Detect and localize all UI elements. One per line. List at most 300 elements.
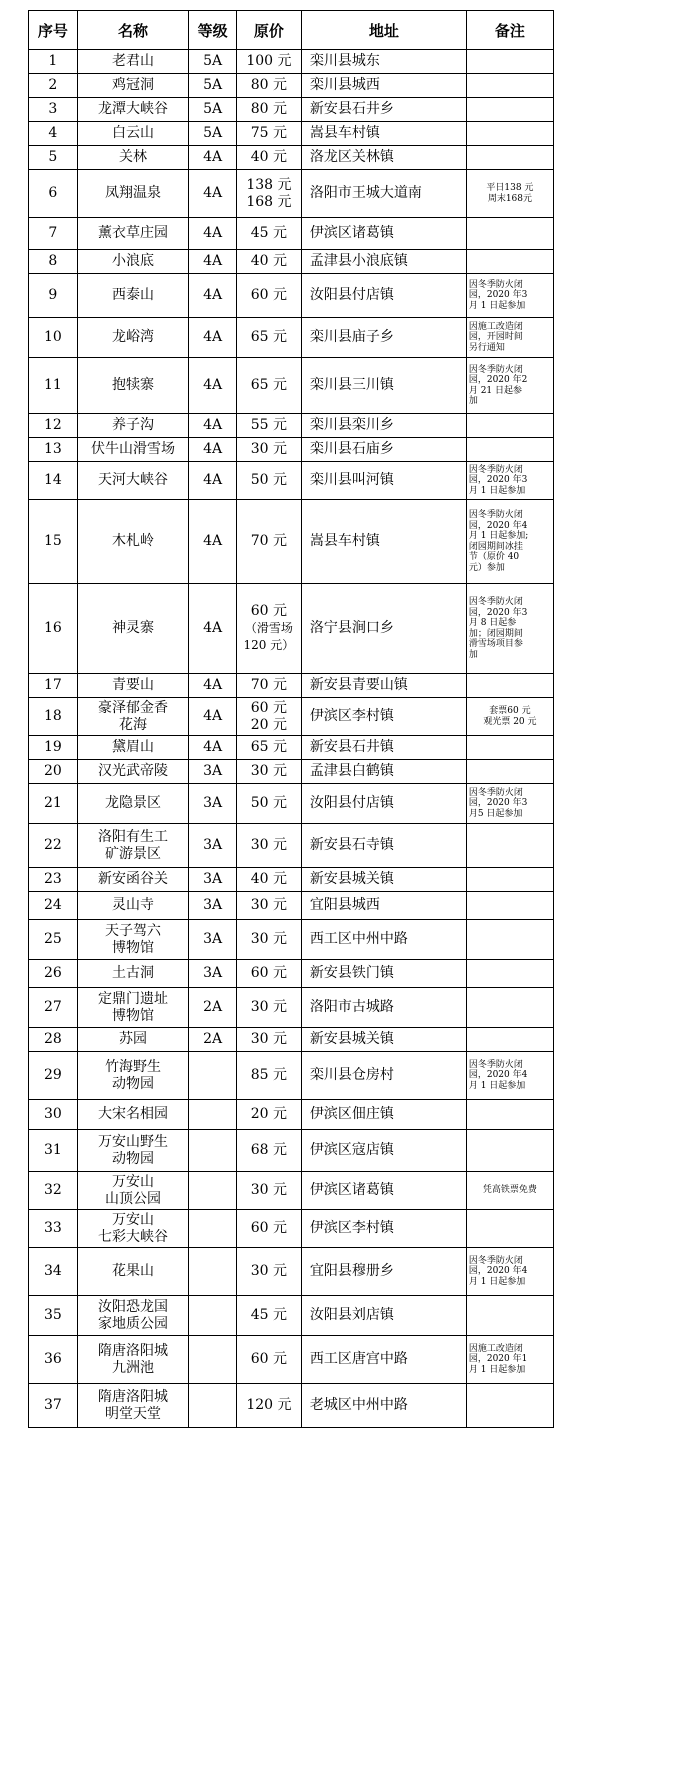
spot-note-cell [466, 1028, 553, 1052]
spot-price-line: 40 元 [250, 871, 288, 887]
row-number-cell: 16 [29, 584, 78, 674]
spot-name-line: 博物馆 [112, 939, 155, 956]
spot-name-line: 花海 [119, 716, 148, 733]
table-row [29, 414, 554, 438]
spot-name-line: 万安山 [112, 1173, 155, 1190]
spot-note-cell [466, 760, 553, 784]
spot-price-cell [236, 1100, 301, 1130]
row-number-cell: 28 [29, 1028, 78, 1052]
spot-name-line: 定鼎门遗址 [98, 990, 169, 1007]
spot-price-cell [236, 1336, 301, 1384]
spot-price-line: 85 元 [250, 1067, 288, 1083]
table-row [29, 250, 554, 274]
spot-name-cell [77, 920, 189, 960]
spot-name-line: 苏园 [119, 1031, 148, 1047]
spot-price-line: 65 元 [250, 329, 288, 345]
table-row [29, 318, 554, 358]
spot-note-cell [466, 1210, 553, 1248]
spot-note-cell: 因施工改造闭 园，2020 年1 月 1 日起参加 [466, 1336, 553, 1384]
spot-price-line: 55 元 [250, 417, 288, 433]
spot-price-line: （滑雪场 [244, 621, 293, 635]
spot-name-cell [77, 988, 189, 1028]
spot-address-cell: 洛宁县涧口乡 [301, 584, 466, 674]
spot-address-cell: 伊滨区诸葛镇 [301, 218, 466, 250]
spot-name-cell [77, 824, 189, 868]
table-row [29, 868, 554, 892]
spot-level-cell [189, 1384, 237, 1428]
spot-price-cell [236, 50, 301, 74]
spot-level-cell: 3A [189, 824, 237, 868]
spot-price-line: 30 元 [250, 1182, 288, 1198]
spot-note-cell: 因冬季防火闭 园，2020 年3 月5 日起参加 [466, 784, 553, 824]
spot-level-cell: 4A [189, 414, 237, 438]
spot-price-cell [236, 674, 301, 698]
spot-price-line: 45 元 [250, 225, 288, 241]
spot-price-cell [236, 1130, 301, 1172]
spot-note-cell [466, 960, 553, 988]
spot-name-line: 灵山寺 [112, 897, 155, 913]
table-row [29, 1210, 554, 1248]
table-row [29, 1052, 554, 1100]
spot-price-line: 50 元 [250, 472, 288, 488]
row-number-cell: 22 [29, 824, 78, 868]
spot-name-cell [77, 146, 189, 170]
spot-address-cell: 嵩县车村镇 [301, 500, 466, 584]
spot-price-cell [236, 988, 301, 1028]
row-number-cell: 18 [29, 698, 78, 736]
spot-name-cell [77, 500, 189, 584]
table-row [29, 824, 554, 868]
spot-address-cell: 栾川县叫河镇 [301, 462, 466, 500]
spot-price-cell [236, 1384, 301, 1428]
spot-price-line: 75 元 [250, 125, 288, 141]
spot-note-cell: 因冬季防火闭 园，2020 年4 月 1 日起参加 [466, 1248, 553, 1296]
header-price: 原价 [236, 11, 301, 50]
table-row [29, 736, 554, 760]
table-row [29, 1100, 554, 1130]
header-note: 备注 [466, 11, 553, 50]
table-row [29, 698, 554, 736]
spot-name-line: 万安山 [112, 1211, 155, 1228]
spot-price-line: 30 元 [250, 931, 288, 947]
spot-address-cell: 新安县青要山镇 [301, 674, 466, 698]
spot-price-cell [236, 868, 301, 892]
spot-note-cell: 套票60 元 观光票 20 元 [466, 698, 553, 736]
spot-level-cell: 5A [189, 98, 237, 122]
spot-name-line: 天子驾六 [105, 922, 162, 939]
spot-price-cell [236, 892, 301, 920]
spot-name-cell [77, 122, 189, 146]
spot-price-line: 60 元 [250, 699, 288, 716]
spot-note-cell [466, 250, 553, 274]
row-number-cell: 31 [29, 1130, 78, 1172]
spot-note-cell: 因施工改造闭 园，开园时间 另行通知 [466, 318, 553, 358]
row-number-cell: 34 [29, 1248, 78, 1296]
spot-address-cell: 伊滨区寇店镇 [301, 1130, 466, 1172]
spot-level-cell: 4A [189, 438, 237, 462]
row-number-cell: 23 [29, 868, 78, 892]
spot-level-cell: 4A [189, 146, 237, 170]
spot-price-cell [236, 170, 301, 218]
spot-level-cell: 4A [189, 674, 237, 698]
spot-level-cell: 4A [189, 274, 237, 318]
table-row [29, 98, 554, 122]
row-number-cell: 5 [29, 146, 78, 170]
spot-level-cell [189, 1336, 237, 1384]
table-row [29, 1336, 554, 1384]
spot-address-cell: 新安县城关镇 [301, 868, 466, 892]
spot-note-cell [466, 98, 553, 122]
spot-price-cell [236, 274, 301, 318]
spot-name-line: 龙潭大峡谷 [98, 101, 169, 117]
table-row [29, 74, 554, 98]
spot-level-cell: 5A [189, 74, 237, 98]
spot-address-cell: 新安县石井镇 [301, 736, 466, 760]
spot-address-cell: 汝阳县刘店镇 [301, 1296, 466, 1336]
spot-price-cell [236, 824, 301, 868]
spot-price-cell [236, 1210, 301, 1248]
spot-level-cell: 3A [189, 920, 237, 960]
spot-name-cell [77, 318, 189, 358]
spot-price-line: 80 元 [250, 101, 288, 117]
spot-level-cell: 4A [189, 698, 237, 736]
table-row [29, 500, 554, 584]
spot-address-cell: 汝阳县付店镇 [301, 784, 466, 824]
spot-price-cell [236, 584, 301, 674]
spot-address-cell: 洛阳市古城路 [301, 988, 466, 1028]
spot-price-cell [236, 920, 301, 960]
spot-price-cell [236, 1052, 301, 1100]
spot-address-cell: 洛龙区关林镇 [301, 146, 466, 170]
table-row [29, 438, 554, 462]
table-body [29, 50, 554, 1428]
spot-note-cell [466, 1384, 553, 1428]
spot-name-cell [77, 1248, 189, 1296]
spot-address-cell: 宜阳县城西 [301, 892, 466, 920]
spot-address-cell: 栾川县仓房村 [301, 1052, 466, 1100]
table-row [29, 674, 554, 698]
spot-name-cell [77, 868, 189, 892]
spot-price-cell [236, 960, 301, 988]
spot-address-cell: 西工区中州中路 [301, 920, 466, 960]
spot-price-cell [236, 438, 301, 462]
spot-note-cell [466, 122, 553, 146]
spot-level-cell: 4A [189, 318, 237, 358]
spot-level-cell: 4A [189, 500, 237, 584]
spot-name-cell [77, 98, 189, 122]
table-row [29, 784, 554, 824]
row-number-cell: 24 [29, 892, 78, 920]
spot-name-cell [77, 1100, 189, 1130]
row-number-cell: 6 [29, 170, 78, 218]
spot-price-cell [236, 218, 301, 250]
spot-name-cell [77, 414, 189, 438]
spot-price-line: 120 元 [246, 1397, 292, 1413]
spot-price-cell [236, 358, 301, 414]
spot-price-line: 80 元 [250, 77, 288, 93]
spot-name-line: 洛阳有生工 [98, 828, 169, 845]
spot-address-cell: 孟津县小浪底镇 [301, 250, 466, 274]
spot-price-line: 50 元 [250, 795, 288, 811]
table-row [29, 1296, 554, 1336]
spot-name-cell [77, 698, 189, 736]
spot-price-line: 40 元 [250, 253, 288, 269]
spot-level-cell [189, 1296, 237, 1336]
spot-price-line: 70 元 [250, 677, 288, 693]
spot-note-cell: 因冬季防火闭 园，2020 年3 月 8 日起参 加；闭园期间 滑雪场项目参 加 [466, 584, 553, 674]
spot-name-line: 小浪底 [112, 253, 155, 269]
spot-name-cell [77, 1210, 189, 1248]
spot-note-cell [466, 824, 553, 868]
spot-price-line: 30 元 [250, 763, 288, 779]
spot-level-cell [189, 1100, 237, 1130]
spot-level-cell: 4A [189, 250, 237, 274]
spot-note-cell [466, 218, 553, 250]
spot-address-cell: 栾川县三川镇 [301, 358, 466, 414]
spot-name-line: 家地质公园 [98, 1315, 169, 1332]
table-row [29, 988, 554, 1028]
spot-price-line: 20 元 [250, 1106, 288, 1122]
spot-price-line: 100 元 [246, 53, 292, 69]
spot-note-cell [466, 736, 553, 760]
spot-price-line: 45 元 [250, 1307, 288, 1323]
spot-name-cell [77, 1028, 189, 1052]
spot-level-cell: 2A [189, 988, 237, 1028]
spot-level-cell: 4A [189, 462, 237, 500]
row-number-cell: 21 [29, 784, 78, 824]
table-row [29, 920, 554, 960]
spot-price-line: 65 元 [250, 739, 288, 755]
spot-name-line: 九洲池 [112, 1359, 155, 1376]
spot-name-line: 伏牛山滑雪场 [91, 441, 176, 457]
spot-price-cell [236, 146, 301, 170]
spot-note-cell [466, 146, 553, 170]
spot-price-cell [236, 122, 301, 146]
spot-price-line: 60 元 [250, 287, 288, 303]
spot-name-line: 养子沟 [112, 417, 155, 433]
spot-address-cell: 宜阳县穆册乡 [301, 1248, 466, 1296]
spot-level-cell: 2A [189, 1028, 237, 1052]
spot-name-cell [77, 1296, 189, 1336]
spot-name-cell [77, 218, 189, 250]
spot-note-cell [466, 50, 553, 74]
spot-note-cell [466, 892, 553, 920]
spot-note-cell [466, 1100, 553, 1130]
table-header-row [29, 11, 554, 50]
spot-price-line: 30 元 [250, 441, 288, 457]
scenic-spot-table-sheet [28, 10, 554, 1428]
spot-note-cell [466, 1130, 553, 1172]
header-name: 名称 [77, 11, 189, 50]
table-row [29, 358, 554, 414]
spot-name-line: 黛眉山 [112, 739, 155, 755]
spot-price-cell [236, 250, 301, 274]
spot-price-cell [236, 698, 301, 736]
spot-level-cell [189, 1248, 237, 1296]
spot-name-line: 关林 [119, 149, 148, 165]
table-row [29, 122, 554, 146]
spot-level-cell: 3A [189, 760, 237, 784]
spot-note-cell [466, 920, 553, 960]
row-number-cell: 15 [29, 500, 78, 584]
spot-name-line: 豪泽郁金香 [98, 699, 169, 716]
spot-name-line: 老君山 [112, 53, 155, 69]
spot-name-cell [77, 462, 189, 500]
table-row [29, 760, 554, 784]
spot-name-cell [77, 74, 189, 98]
spot-price-line: 20 元 [250, 716, 288, 733]
row-number-cell: 1 [29, 50, 78, 74]
spot-level-cell [189, 1172, 237, 1210]
spot-name-line: 鸡冠洞 [112, 77, 155, 93]
spot-price-cell [236, 1028, 301, 1052]
table-row [29, 1130, 554, 1172]
spot-price-cell [236, 1248, 301, 1296]
spot-level-cell: 4A [189, 218, 237, 250]
spot-name-line: 新安函谷关 [98, 871, 169, 887]
spot-price-cell [236, 74, 301, 98]
row-number-cell: 7 [29, 218, 78, 250]
row-number-cell: 30 [29, 1100, 78, 1130]
spot-name-line: 隋唐洛阳城 [98, 1388, 169, 1405]
spot-address-cell: 老城区中州中路 [301, 1384, 466, 1428]
spot-address-cell: 新安县铁门镇 [301, 960, 466, 988]
spot-name-line: 白云山 [112, 125, 155, 141]
spot-price-line: 168 元 [246, 193, 292, 210]
spot-price-line: 60 元 [250, 1351, 288, 1367]
spot-name-line: 天河大峡谷 [98, 472, 169, 488]
spot-price-cell [236, 784, 301, 824]
row-number-cell: 25 [29, 920, 78, 960]
spot-address-cell: 新安县石寺镇 [301, 824, 466, 868]
spot-note-cell [466, 868, 553, 892]
spot-level-cell: 4A [189, 736, 237, 760]
spot-name-line: 汝阳恐龙国 [98, 1298, 169, 1315]
row-number-cell: 20 [29, 760, 78, 784]
spot-price-cell [236, 318, 301, 358]
spot-price-cell [236, 1172, 301, 1210]
spot-name-line: 七彩大峡谷 [98, 1228, 169, 1245]
spot-note-cell [466, 438, 553, 462]
row-number-cell: 3 [29, 98, 78, 122]
spot-name-line: 万安山野生 [98, 1133, 169, 1150]
spot-address-cell: 汝阳县付店镇 [301, 274, 466, 318]
row-number-cell: 36 [29, 1336, 78, 1384]
spot-name-cell [77, 50, 189, 74]
spot-address-cell: 伊滨区李村镇 [301, 1210, 466, 1248]
spot-price-line: 120 元） [243, 638, 295, 652]
row-number-cell: 10 [29, 318, 78, 358]
spot-note-cell: 因冬季防火闭 园，2020 年3 月 1 日起参加 [466, 274, 553, 318]
spot-name-line: 土古洞 [112, 965, 155, 981]
spot-address-cell: 洛阳市王城大道南 [301, 170, 466, 218]
spot-name-line: 薰衣草庄园 [98, 225, 169, 241]
spot-price-line: 138 元 [246, 176, 292, 193]
spot-address-cell: 新安县石井乡 [301, 98, 466, 122]
spot-name-line: 龙隐景区 [105, 795, 162, 811]
table-row [29, 584, 554, 674]
spot-price-line: 70 元 [250, 533, 288, 549]
spot-name-line: 汉光武帝陵 [98, 763, 169, 779]
spot-price-line: 30 元 [250, 1031, 288, 1047]
spot-level-cell: 3A [189, 868, 237, 892]
spot-address-cell: 栾川县石庙乡 [301, 438, 466, 462]
spot-level-cell: 5A [189, 50, 237, 74]
table-row [29, 960, 554, 988]
spot-name-line: 花果山 [112, 1263, 155, 1279]
row-number-cell: 37 [29, 1384, 78, 1428]
spot-level-cell: 3A [189, 960, 237, 988]
spot-level-cell: 4A [189, 170, 237, 218]
spot-note-cell: 因冬季防火闭 园，2020 年4 月 1 日起参加; 闭园期间冰挂 节（原价 40 元）参加 [466, 500, 553, 584]
spot-price-cell [236, 414, 301, 438]
row-number-cell: 33 [29, 1210, 78, 1248]
spot-name-line: 隋唐洛阳城 [98, 1342, 169, 1359]
spot-note-cell [466, 988, 553, 1028]
spot-name-cell [77, 736, 189, 760]
row-number-cell: 12 [29, 414, 78, 438]
spot-address-cell: 嵩县车村镇 [301, 122, 466, 146]
table-row [29, 1172, 554, 1210]
table-row [29, 892, 554, 920]
spot-price-line: 60 元 [250, 1220, 288, 1236]
spot-address-cell: 伊滨区李村镇 [301, 698, 466, 736]
spot-level-cell [189, 1052, 237, 1100]
spot-name-line: 博物馆 [112, 1007, 155, 1024]
spot-price-line: 30 元 [250, 897, 288, 913]
spot-name-line: 山顶公园 [105, 1190, 162, 1207]
spot-price-line: 30 元 [250, 837, 288, 853]
spot-name-line: 动物园 [112, 1075, 155, 1092]
table-row [29, 462, 554, 500]
spot-address-cell: 孟津县白鹤镇 [301, 760, 466, 784]
spot-name-cell [77, 438, 189, 462]
spot-price-cell [236, 98, 301, 122]
table-row [29, 1384, 554, 1428]
spot-level-cell: 4A [189, 584, 237, 674]
spot-level-cell [189, 1130, 237, 1172]
spot-level-cell [189, 1210, 237, 1248]
spot-level-cell: 5A [189, 122, 237, 146]
spot-price-line: 68 元 [250, 1142, 288, 1158]
spot-name-cell [77, 760, 189, 784]
spot-name-cell [77, 170, 189, 218]
spot-note-cell [466, 674, 553, 698]
spot-price-line: 60 元 [250, 965, 288, 981]
table-row [29, 1028, 554, 1052]
row-number-cell: 29 [29, 1052, 78, 1100]
spot-address-cell: 栾川县庙子乡 [301, 318, 466, 358]
spot-address-cell: 新安县城关镇 [301, 1028, 466, 1052]
header-level: 等级 [189, 11, 237, 50]
row-number-cell: 19 [29, 736, 78, 760]
row-number-cell: 9 [29, 274, 78, 318]
spot-name-cell [77, 250, 189, 274]
spot-price-cell [236, 1296, 301, 1336]
spot-level-cell: 4A [189, 358, 237, 414]
spot-name-line: 西泰山 [112, 287, 155, 303]
spot-name-line: 木札岭 [112, 533, 155, 549]
spot-price-line: 40 元 [250, 149, 288, 165]
row-number-cell: 26 [29, 960, 78, 988]
row-number-cell: 2 [29, 74, 78, 98]
spot-address-cell: 伊滨区佃庄镇 [301, 1100, 466, 1130]
header-address: 地址 [301, 11, 466, 50]
spot-name-cell [77, 674, 189, 698]
spot-name-cell [77, 274, 189, 318]
spot-price-line: 30 元 [250, 1263, 288, 1279]
row-number-cell: 17 [29, 674, 78, 698]
